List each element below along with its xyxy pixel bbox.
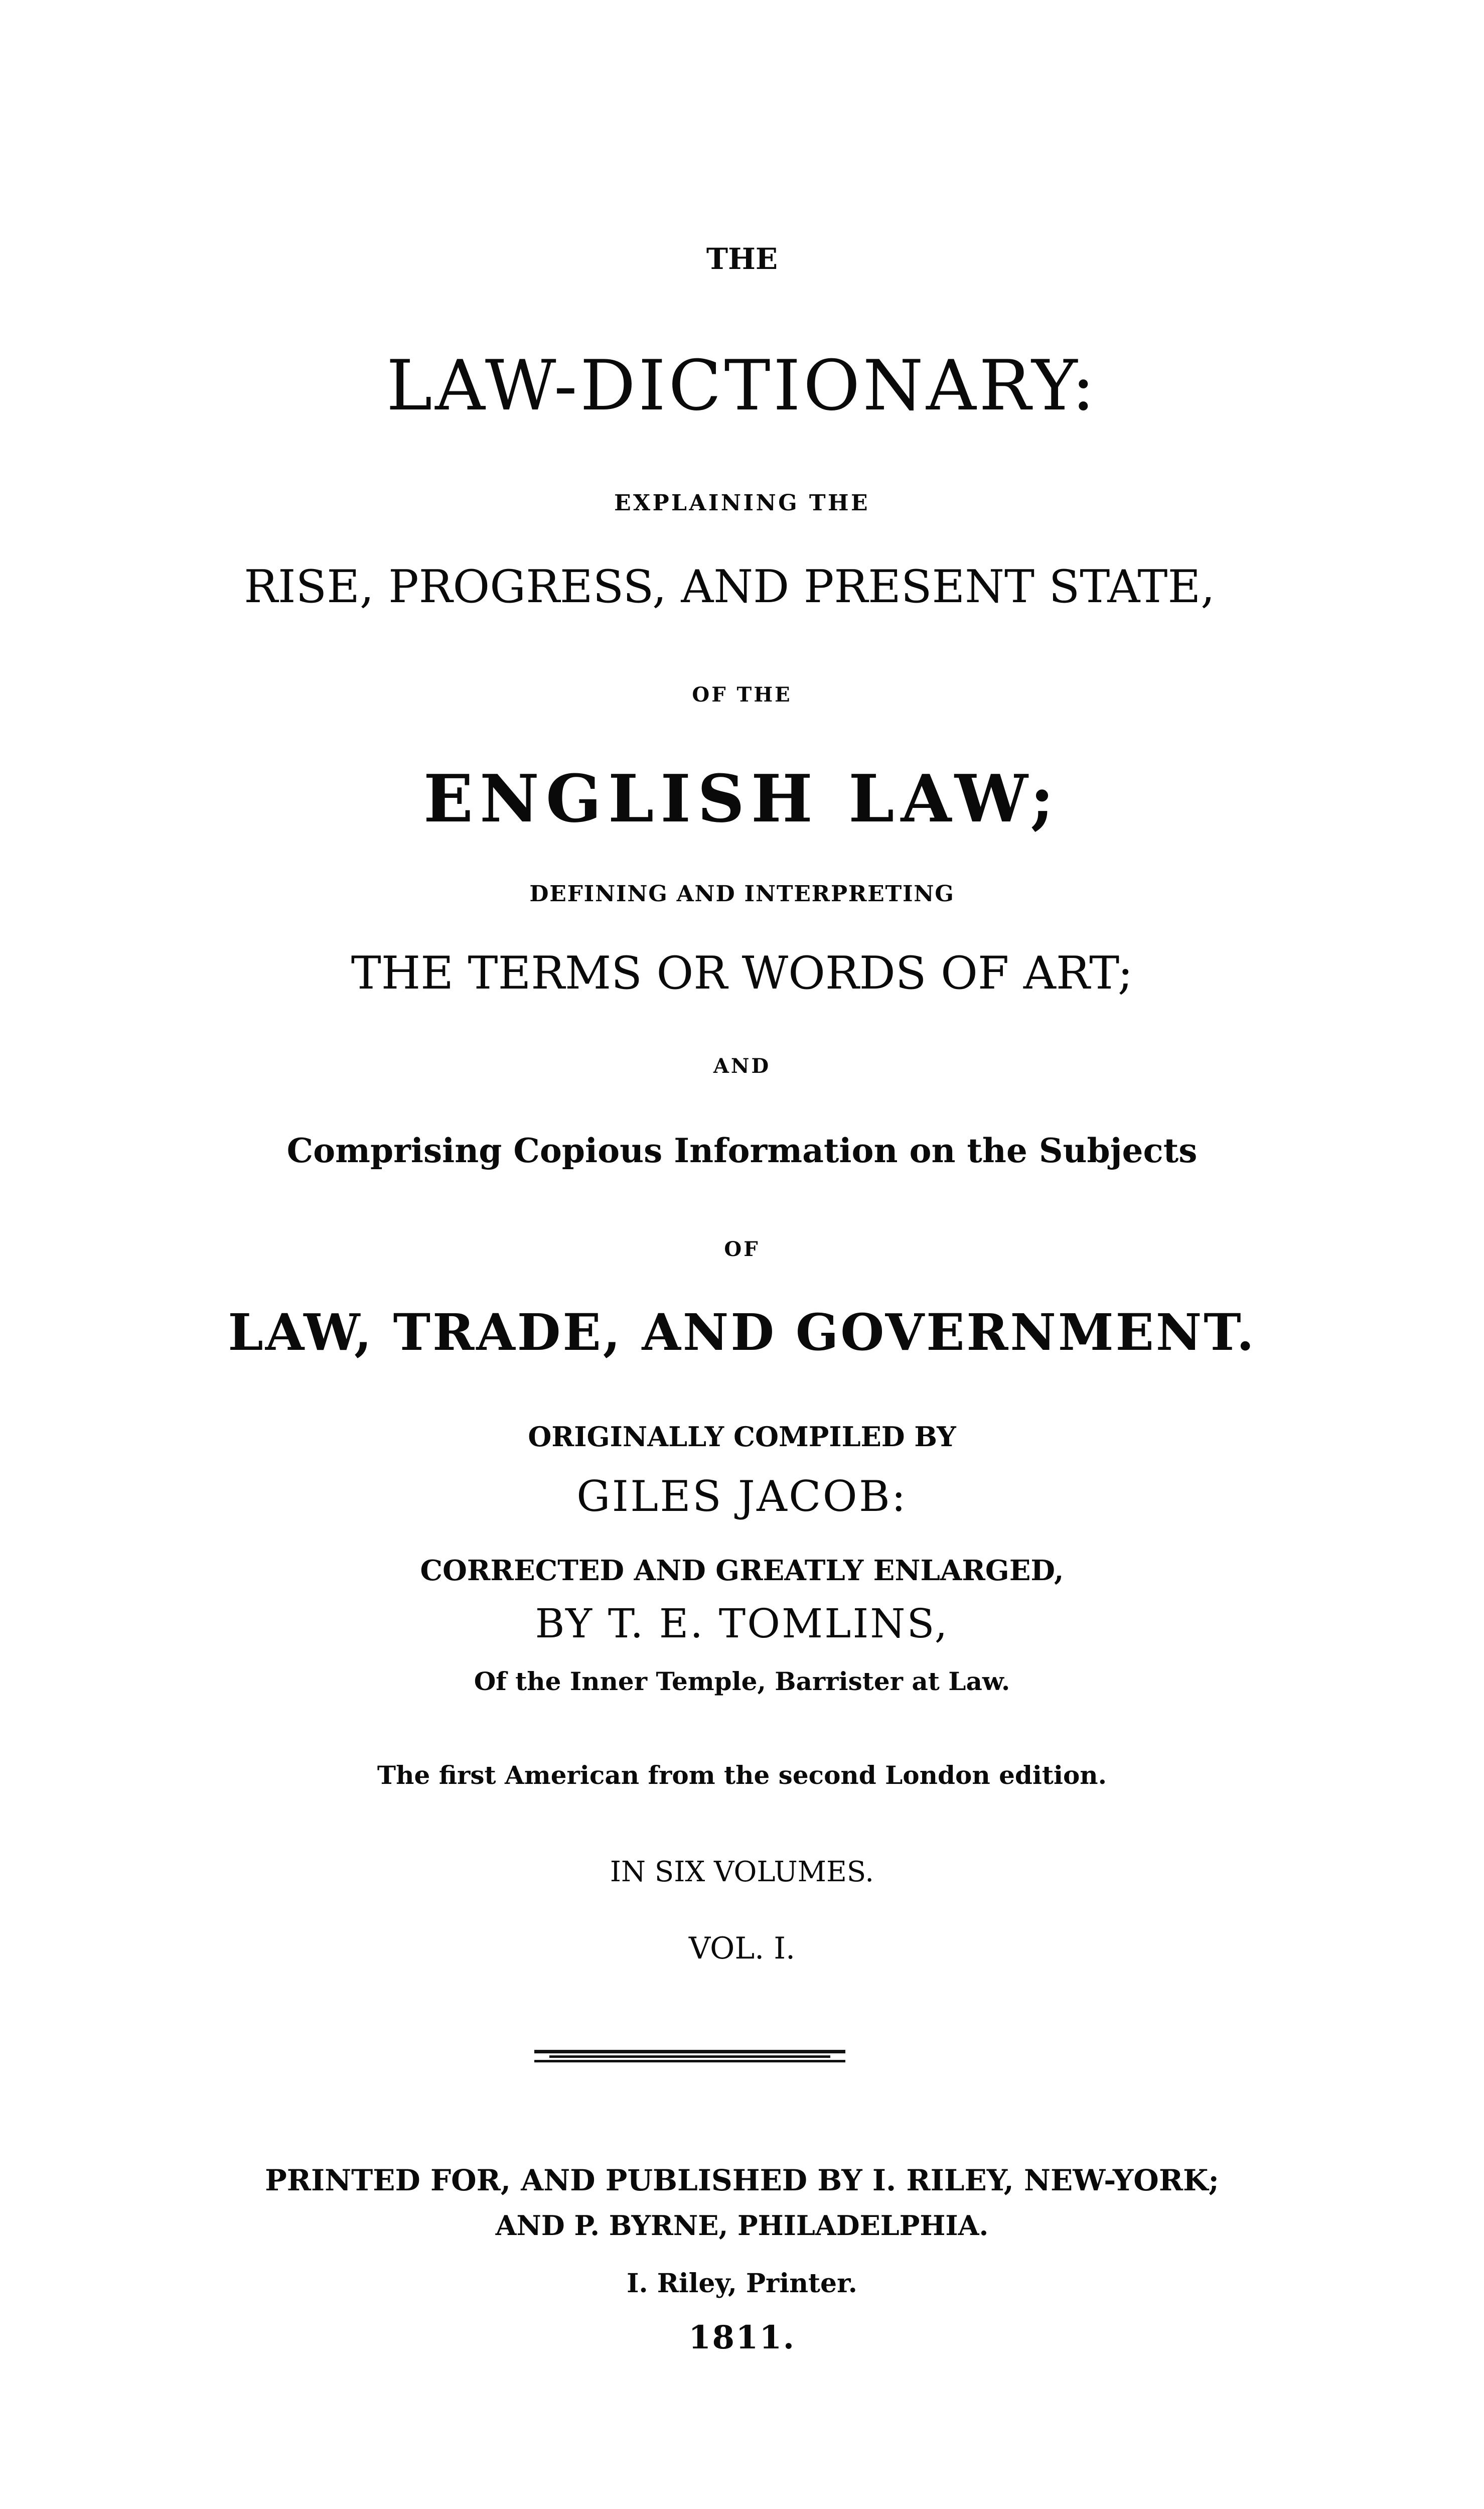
originally-compiled: ORIGINALLY COMPILED BY <box>528 1421 956 1453</box>
english-law: ENGLISH LAW; <box>423 760 1061 837</box>
main-title: LAW-DICTIONARY: <box>386 345 1098 426</box>
and-line: AND <box>713 1054 771 1078</box>
corrected-enlarged: CORRECTED AND GREATLY ENLARGED, <box>420 1554 1064 1587</box>
publication-year: 1811. <box>688 2319 796 2356</box>
inner-temple: Of the Inner Temple, Barrister at Law. <box>474 1666 1010 1696</box>
decorative-rule <box>534 2050 845 2063</box>
defining-interpreting: DEFINING AND INTERPRETING <box>529 881 955 907</box>
rise-progress-line: RISE, PROGRESS, AND PRESENT STATE, <box>244 561 1215 613</box>
the-heading: THE <box>706 242 778 276</box>
printed-for: PRINTED FOR, AND PUBLISHED BY I. RILEY, NEW-YORK; <box>265 2163 1219 2197</box>
editor-name: BY T. E. TOMLINS, <box>535 1600 949 1647</box>
volume-number: VOL. I. <box>688 1931 796 1966</box>
of-line: OF <box>724 1237 760 1261</box>
printer-line: I. Riley, Printer. <box>627 2268 857 2299</box>
byrne-line: AND P. BYRNE, PHILADELPHIA. <box>495 2209 989 2242</box>
edition-note: The first American from the second London edition. <box>377 1760 1107 1790</box>
explaining-the: EXPLAINING THE <box>614 490 870 516</box>
of-the: OF THE <box>692 683 792 707</box>
terms-of-art: THE TERMS OR WORDS OF ART; <box>351 947 1133 1000</box>
law-trade-government: LAW, TRADE, AND GOVERNMENT. <box>228 1303 1256 1362</box>
comprising-line: Comprising Copious Information on the Subjects <box>286 1131 1198 1170</box>
volumes-count: IN SIX VOLUMES. <box>610 1856 874 1888</box>
author-name: GILES JACOB: <box>576 1472 908 1521</box>
